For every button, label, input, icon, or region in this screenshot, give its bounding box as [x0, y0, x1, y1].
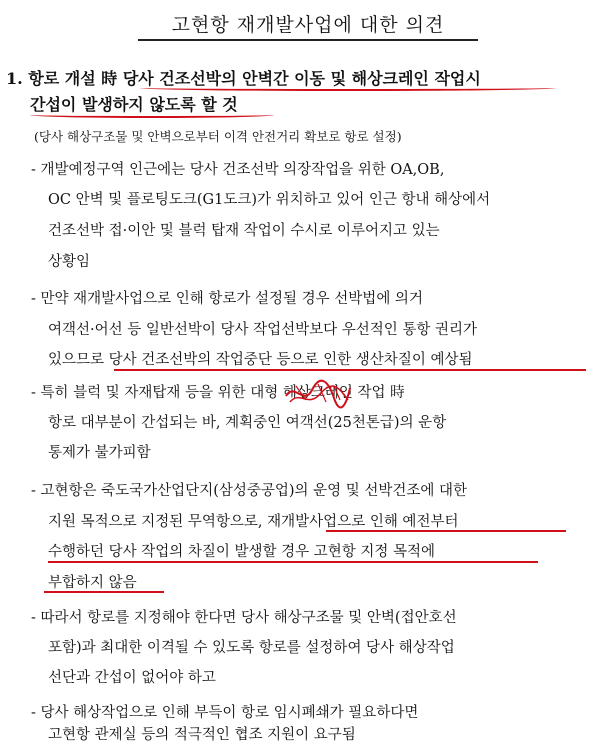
bullet-3-line-1: - 특히 블럭 및 자재탑재 등을 위한 대형 해상크레인 작업 時 [31, 385, 405, 401]
bullet-6-line-2: 고현항 관제실 등의 적극적인 협조 지원이 요구됨 [48, 727, 356, 743]
red-underline-6 [44, 591, 164, 593]
red-underline-4 [326, 530, 566, 532]
bullet-2-line-3-prefix: 있으므로 [48, 352, 105, 368]
section-heading-highlight-1: 당사 건조선박의 안벽간 이동 및 해상크레인 작업시 [122, 69, 481, 88]
section-heading-highlight-2: 간섭이 발생하지 않도록 할 것 [30, 95, 238, 114]
bullet-5-line-2: 포함)과 최대한 이격될 수 있도록 항로를 설정하여 당사 해상작업 [48, 640, 455, 656]
bullet-3-line-2: 항로 대부분이 간섭되는 바, 계획중인 여객선(25천톤급)의 운항 [48, 415, 447, 431]
bullet-5-line-1: - 따라서 항로를 지정해야 한다면 당사 해상구조물 및 안벽(접안호선 [31, 610, 457, 626]
bullet-5-line-3: 선단과 간섭이 없어야 하고 [48, 670, 216, 686]
bullet-4-line-1: - 고현항은 죽도국가산업단지(삼성중공업)의 운영 및 선박건조에 대한 [31, 483, 468, 499]
bullet-1-line-4: 상황임 [48, 254, 91, 270]
bullet-2-line-2: 여객선·어선 등 일반선박이 당사 작업선박보다 우선적인 통항 권리가 [48, 322, 478, 338]
document-title: 고현항 재개발사업에 대한 의견 [138, 10, 478, 41]
red-underline-5 [48, 561, 538, 563]
red-underline-2 [30, 112, 274, 118]
bullet-2-line-3 [48, 351, 472, 369]
bullet-1-line-1: - 개발예정구역 인근에는 당사 건조선박 의장작업을 위한 OA,OB, [31, 162, 445, 178]
section-heading-prefix: 항로 개설 時 [28, 69, 118, 88]
bullet-4-line-2-prefix: 지원 목적으로 지정된 무역항으로, [48, 514, 263, 530]
bullet-4-highlight-3: 부합하지 않음 [48, 575, 137, 591]
bullet-2-highlight: 당사 건조선박의 작업중단 등으로 인한 생산차질이 예상됨 [108, 352, 473, 368]
red-underline-1 [140, 85, 556, 91]
section-note: (당사 해상구조물 및 안벽으로부터 이격 안전거리 확보로 항로 설정) [34, 129, 402, 144]
bullet-4-highlight-1: 재개발사업으로 인해 예전부터 [267, 514, 459, 530]
bullet-6-line-1: - 당사 해상작업으로 인해 부득이 항로 임시폐쇄가 필요하다면 [31, 705, 419, 721]
bullet-1-line-3: 건조선박 접·이안 및 블럭 탑재 작업이 수시로 이루어지고 있는 [48, 223, 440, 239]
section-number: 1. [6, 69, 23, 88]
bullet-2-line-1: - 만약 재개발사업으로 인해 항로가 설정될 경우 선박법에 의거 [31, 291, 423, 307]
red-underline-3 [114, 369, 586, 371]
bullet-4-highlight-2: 수행하던 당사 작업의 차질이 발생할 경우 고현항 지정 목적에 [48, 544, 436, 560]
bullet-1-line-2: OC 안벽 및 플로팅도크(G1도크)가 위치하고 있어 인근 항내 해상에서 [48, 192, 491, 208]
bullet-3-line-3: 통제가 불가피함 [48, 445, 151, 461]
bullet-4-line-2 [48, 513, 458, 531]
